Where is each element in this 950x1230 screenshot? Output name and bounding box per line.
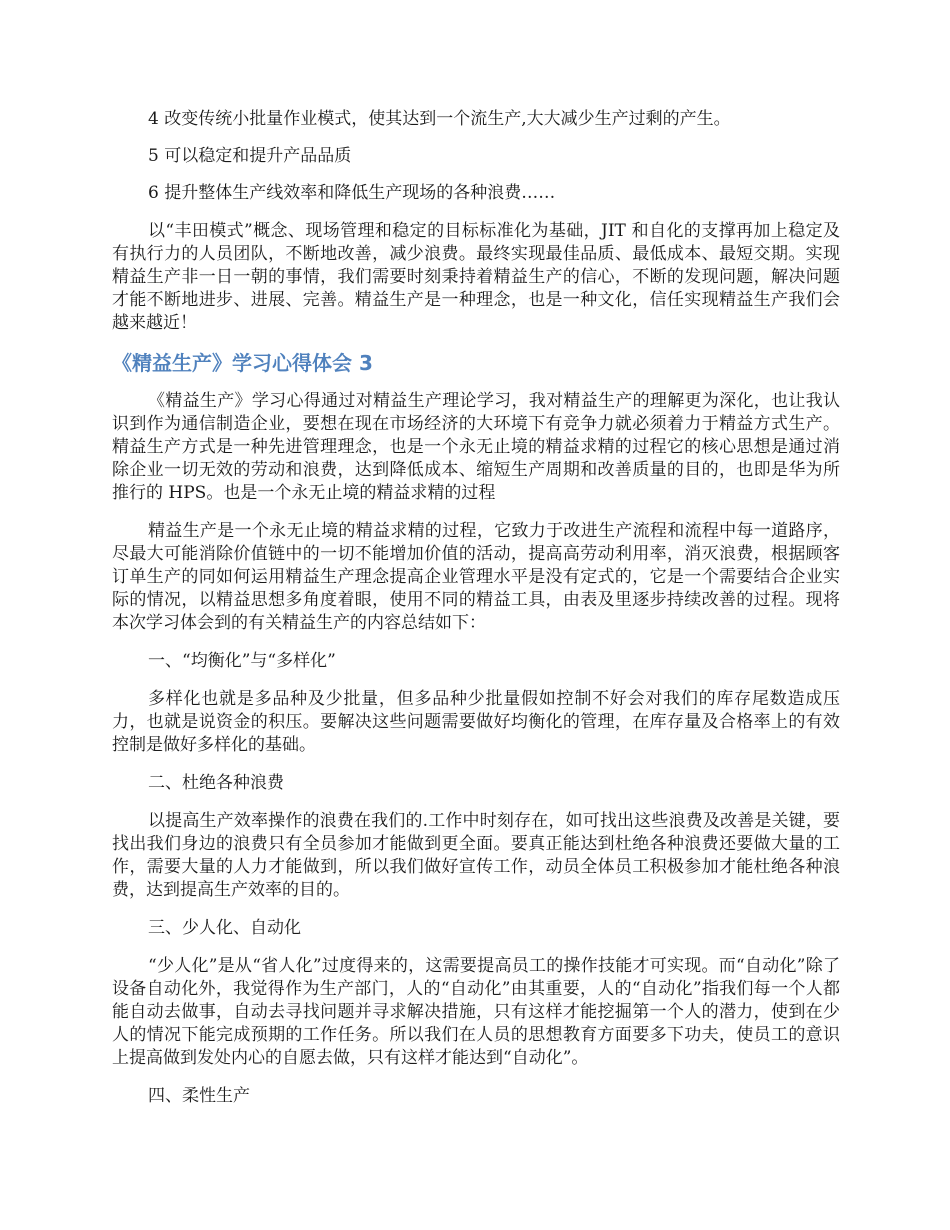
paragraph-waste: 以提高生产效率操作的浪费在我们的.工作中时刻存在，如可找出这些浪费及改善是关键，要找出我们身边的浪费只有全员参加才能做到更全面。要真正能达到杜绝各种浪费还要做大量的工作，需要大量的人力才能做到，所以我们做好宣传工作，动员全体员工积极参加才能杜绝各种浪费，达到提高生产效率的目的。 xyxy=(112,811,840,900)
paragraph-lean-process: 精益生产是一个永无止境的精益求精的过程，它致力于改进生产流程和流程中每一道路序，尽最大可能消除价值链中的一切不能增加价值的活动，提高高劳动利用率，消灭浪费，根据顾客订单生产的同如何运用精益生产理念提高企业管理水平是没有定式的，它是一个需要结合企业实际的情况，以精益思想多角度着眼，使用不同的精益工具，由表及里逐步持续改善的过程。现将本次学习体会到的有关精益生产的内容总结如下： xyxy=(112,521,840,633)
subheading-flexible-production: 四、柔性生产 xyxy=(148,1086,250,1106)
paragraph-point-4: 4 改变传统小批量作业模式，使其达到一个流生产,大大减少生产过剩的产生。 xyxy=(148,109,731,129)
subheading-automation: 三、少人化、自动化 xyxy=(148,918,301,938)
subheading-balance-diversity: 一、“均衡化”与“多样化” xyxy=(148,651,336,671)
paragraph-summary: 以“丰田模式”概念、现场管理和稳定的目标标准化为基础，JIT 和自化的支撑再加上稳定及有执行力的人员团队，不断地改善，减少浪费。最终实现最佳品质、最低成本、最短交期。实现精益生产非一日一朝的事情，我们需要时刻秉持着精益生产的信心，不断的发现问题，解决问题才能不断地进步、进展、完善。精益生产是一种理念，也是一种文化，信任实现精益生产我们会越来越近！ xyxy=(112,221,840,333)
paragraph-intro: 《精益生产》学习心得通过对精益生产理论学习，我对精益生产的理解更为深化，也让我认识到作为通信制造企业，要想在现在市场经济的大环境下有竞争力就必须着力于精益方式生产。精益生产方式是一种先进管理理念，也是一个永无止境的精益求精的过程它的核心思想是通过消除企业一切无效的劳动和浪费，达到降低成本、缩短生产周期和改善质量的目的，也即是华为所推行的 HPS。也是一个永无止境的精益求精的过程 xyxy=(112,391,840,503)
document-page xyxy=(112,108,840,1108)
paragraph-diversity: 多样化也就是多品种及少批量，但多品种少批量假如控制不好会对我们的库存尾数造成压力，也就是说资金的积压。要解决这些问题需要做好均衡化的管理，在库存量及合格率上的有效控制是做好多样化的基础。 xyxy=(112,689,840,755)
paragraph-point-6: 6 提升整体生产线效率和降低生产现场的各种浪费…… xyxy=(148,183,556,203)
paragraph-automation: “少人化”是从“省人化”过度得来的，这需要提高员工的操作技能才可实现。而“自动化”除了设备自动化外，我觉得作为生产部门，人的“自动化”由其重要，人的“自动化”指我们每一个人都能自动去做事，自动去寻找问题并寻求解决措施，只有这样才能挖掘第一个人的潜力，使到在少人的情况下能完成预期的工作任务。所以我们在人员的思想教育方面要多下功夫，使员工的意识上提高做到发处内心的自愿去做，只有这样才能达到“自动化”。 xyxy=(112,956,840,1068)
paragraph-point-5: 5 可以稳定和提升产品品质 xyxy=(148,146,352,166)
section-heading: 《精益生产》学习心得体会 3 xyxy=(112,351,373,375)
subheading-eliminate-waste: 二、杜绝各种浪费 xyxy=(148,773,284,793)
